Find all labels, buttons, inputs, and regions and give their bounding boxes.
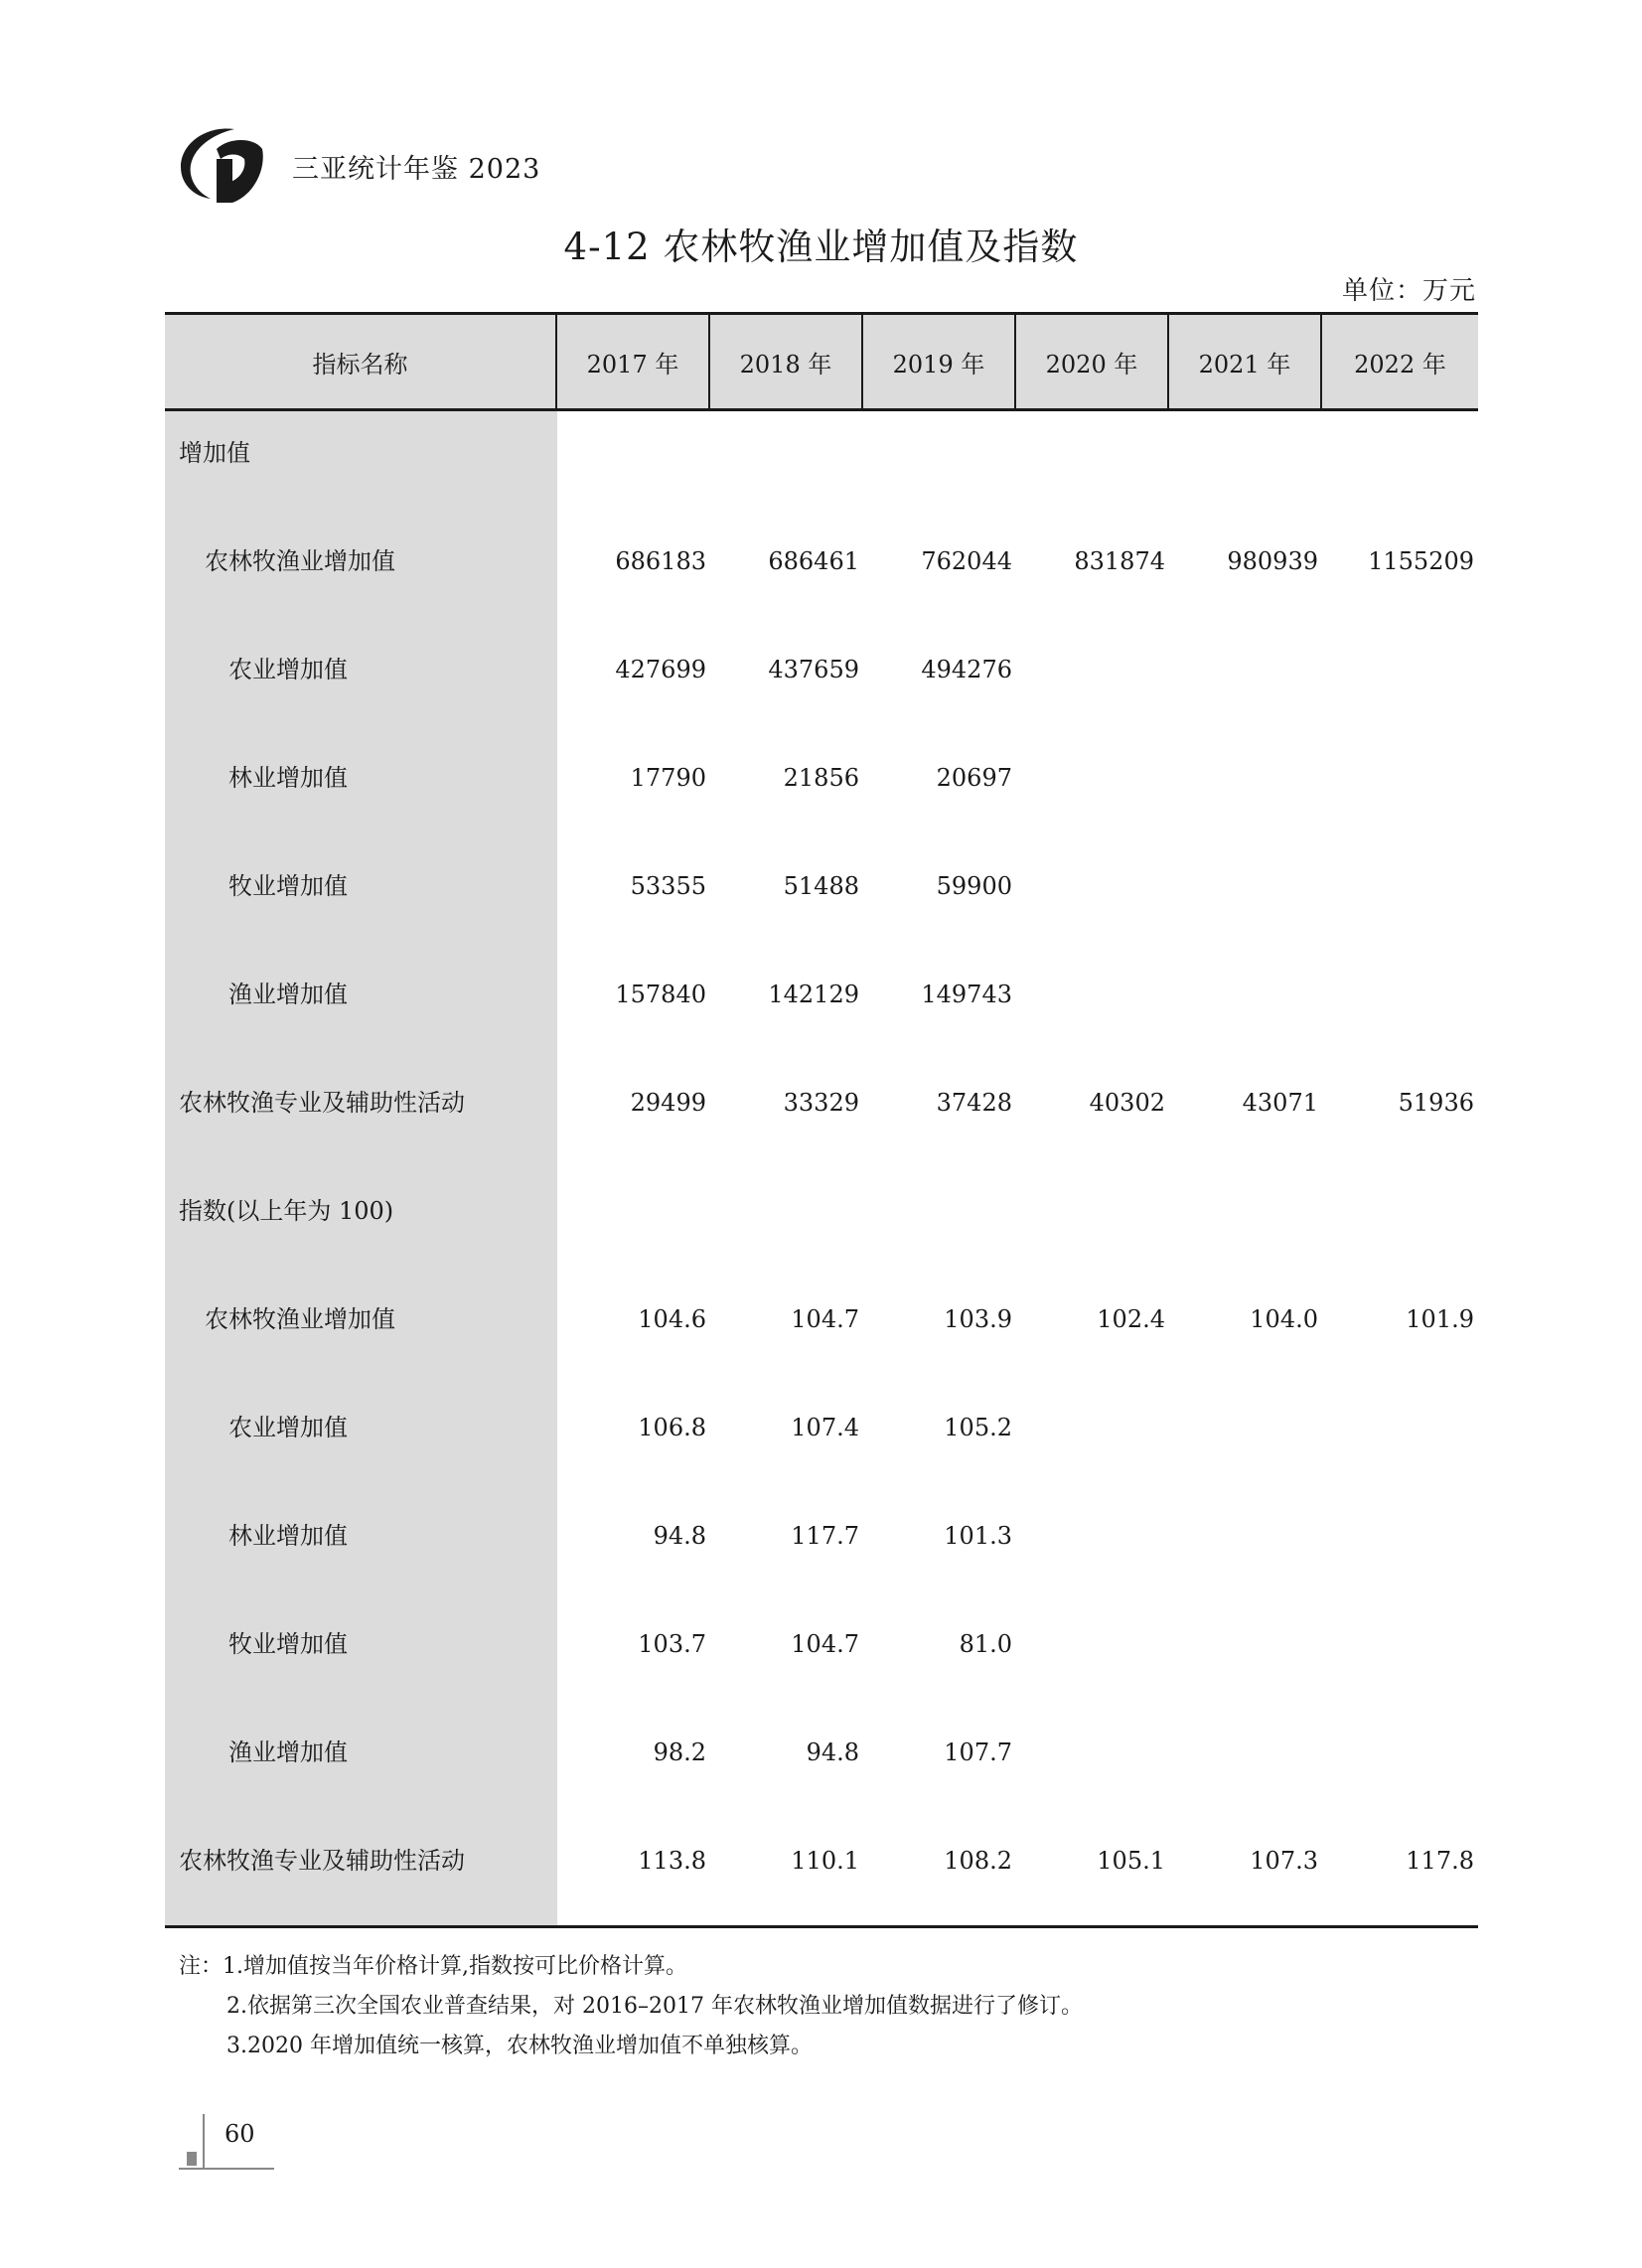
- table-cell: 110.1: [791, 1847, 859, 1875]
- table-cell: 686183: [615, 547, 706, 575]
- table-cell: 103.9: [944, 1305, 1012, 1333]
- table-cell: 1155209: [1368, 547, 1474, 575]
- table-row: [165, 1299, 1478, 1339]
- table-cell: 103.7: [638, 1630, 706, 1658]
- note-line: 3.2020 年增加值统一核算，农林牧渔业增加值不单独核算。: [226, 2034, 813, 2058]
- table-row: [165, 1841, 1478, 1881]
- column-header: 2018 年: [710, 315, 863, 408]
- table-title: 4-12 农林牧渔业增加值及指数: [563, 226, 1079, 268]
- table-cell: 104.7: [791, 1630, 859, 1658]
- table-cell: 686461: [768, 547, 859, 575]
- table-cell: 37428: [936, 1089, 1012, 1117]
- row-label: 农林牧渔专业及辅助性活动: [179, 1847, 465, 1875]
- table-cell: 98.2: [653, 1739, 706, 1766]
- table-cell: 21856: [783, 764, 859, 792]
- row-label: 指数(以上年为 100): [179, 1197, 394, 1225]
- row-label: 渔业增加值: [228, 1739, 348, 1766]
- row-label: 林业增加值: [228, 764, 348, 792]
- table-cell: 59900: [936, 872, 1012, 900]
- footer-rule: [203, 2114, 205, 2170]
- table-cell: 762044: [921, 547, 1012, 575]
- table-cell: 117.7: [791, 1522, 859, 1550]
- table-cell: 94.8: [806, 1739, 859, 1766]
- table-row: [165, 1191, 1478, 1231]
- table-cell: 40302: [1089, 1089, 1165, 1117]
- table-cell: 53355: [630, 872, 706, 900]
- footer-rule: [179, 2168, 274, 2170]
- row-label: 农业增加值: [228, 656, 348, 683]
- notes: [179, 1947, 1083, 2066]
- table-cell: 101.3: [944, 1522, 1012, 1550]
- table-cell: 33329: [783, 1089, 859, 1117]
- table-row: [165, 1624, 1478, 1664]
- table-cell: 51936: [1398, 1089, 1474, 1117]
- table-cell: 142129: [768, 981, 859, 1008]
- table-cell: 113.8: [638, 1847, 706, 1875]
- note-line: 2.依据第三次全国农业普查结果，对 2016–2017 年农林牧渔业增加值数据进行了修订。: [226, 1994, 1083, 2019]
- table-cell: 106.8: [638, 1414, 706, 1441]
- row-label: 农林牧渔专业及辅助性活动: [179, 1089, 465, 1117]
- name-column-shade: [165, 411, 557, 1925]
- unit-label: 单位：万元: [1341, 276, 1476, 306]
- column-header: 2021 年: [1169, 315, 1322, 408]
- table-row: [165, 1733, 1478, 1772]
- table-cell: 494276: [921, 656, 1012, 683]
- column-header: 2020 年: [1016, 315, 1169, 408]
- row-label: 增加值: [179, 439, 250, 467]
- table-cell: 437659: [768, 656, 859, 683]
- table-cell: 831874: [1074, 547, 1165, 575]
- table-cell: 108.2: [944, 1847, 1012, 1875]
- column-header: 2022 年: [1354, 350, 1446, 378]
- footer-mark-icon: [187, 2152, 197, 2166]
- page-footer: [179, 2114, 288, 2174]
- table-cell: 20697: [936, 764, 1012, 792]
- table-row: [165, 650, 1478, 689]
- table-row: [165, 1083, 1478, 1123]
- page-header: [177, 119, 773, 209]
- row-label: 渔业增加值: [228, 981, 348, 1008]
- table-row: [165, 758, 1478, 798]
- table-cell: 104.7: [791, 1305, 859, 1333]
- table-cell: 29499: [630, 1089, 706, 1117]
- table-row: [165, 1408, 1478, 1447]
- table-cell: 427699: [615, 656, 706, 683]
- table-row: [165, 433, 1478, 473]
- table-cell: 104.6: [638, 1305, 706, 1333]
- column-header: 2017 年: [557, 315, 710, 408]
- page-number: 60: [224, 2120, 255, 2148]
- table-cell: 104.0: [1250, 1305, 1318, 1333]
- table-cell: 102.4: [1097, 1305, 1165, 1333]
- note-line: 注：1.增加值按当年价格计算,指数按可比价格计算。: [179, 1954, 687, 1979]
- table-cell: 105.2: [944, 1414, 1012, 1441]
- table-cell: 101.9: [1406, 1305, 1474, 1333]
- table-cell: 107.4: [791, 1414, 859, 1441]
- table-body: [165, 411, 1478, 1928]
- table-cell: 94.8: [653, 1522, 706, 1550]
- table-row: [165, 975, 1478, 1014]
- book-title: 三亚统计年鉴 2023: [292, 154, 541, 185]
- row-label: 牧业增加值: [228, 872, 348, 900]
- table-cell: 107.3: [1250, 1847, 1318, 1875]
- table-cell: 105.1: [1097, 1847, 1165, 1875]
- table-cell: 81.0: [959, 1630, 1012, 1658]
- table-cell: 117.8: [1406, 1847, 1474, 1875]
- data-table: [165, 312, 1478, 1928]
- row-label: 农业增加值: [228, 1414, 348, 1441]
- table-cell: 43071: [1242, 1089, 1318, 1117]
- row-label: 牧业增加值: [228, 1630, 348, 1658]
- column-header: 2019 年: [863, 315, 1016, 408]
- table-cell: 107.7: [944, 1739, 1012, 1766]
- table-cell: 17790: [630, 764, 706, 792]
- table-row: [165, 541, 1478, 581]
- table-header: [165, 312, 1478, 411]
- row-label: 农林牧渔业增加值: [205, 1305, 395, 1333]
- table-cell: 157840: [615, 981, 706, 1008]
- table-row: [165, 866, 1478, 906]
- statistics-logo-icon: [177, 119, 266, 209]
- row-label: 林业增加值: [228, 1522, 348, 1550]
- column-header: 指标名称: [165, 315, 557, 408]
- row-label: 农林牧渔业增加值: [205, 547, 395, 575]
- table-row: [165, 1516, 1478, 1556]
- table-cell: 51488: [783, 872, 859, 900]
- table-cell: 980939: [1227, 547, 1318, 575]
- table-cell: 149743: [921, 981, 1012, 1008]
